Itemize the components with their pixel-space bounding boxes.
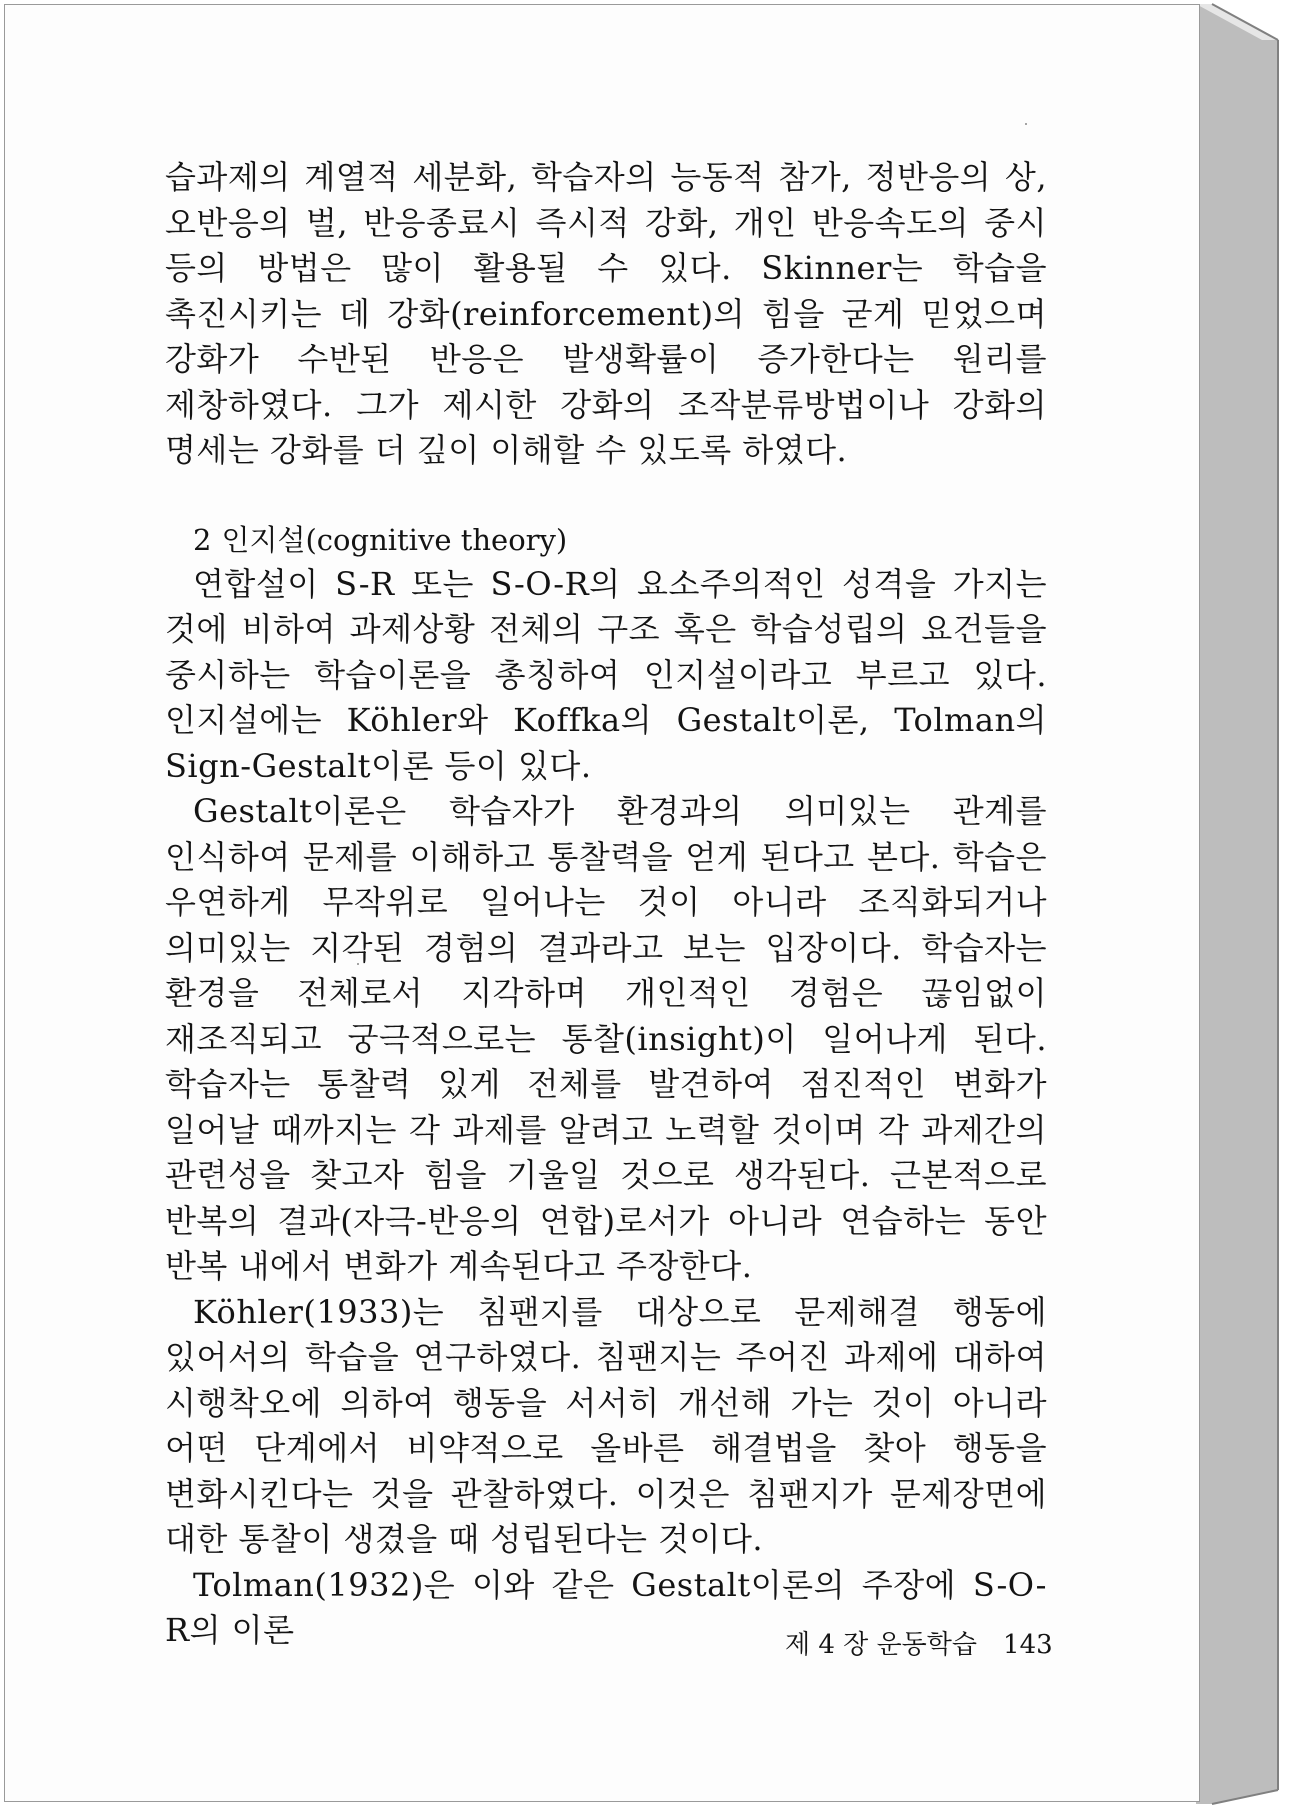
section-number: 2 [193, 522, 212, 557]
book-page [4, 4, 1200, 1802]
chapter-title: 제 4 장 운동학습 [785, 1630, 978, 1660]
book-spine-face [1196, 4, 1278, 1804]
section-title: 인지설(cognitive theory) [221, 522, 568, 557]
section-heading [193, 520, 1047, 560]
page-number: 143 [1003, 1630, 1053, 1660]
scan-speck [1025, 123, 1027, 125]
paragraph: Tolman(1932)은 이와 같은 Gestalt이론의 주장에 S-O-R의 이론 [165, 1565, 1047, 1649]
running-footer [785, 1629, 1053, 1661]
paragraph: Köhler(1933)는 침팬지를 대상으로 문제해결 행동에 있어서의 학습을 연구하였다. 침팬지는 주어진 과제에 대하여 시행착오에 의하여 행동을 서서히 개선해 가는 것이 아니라 어떤 단계에서 비약적으로 올바른 해결법을 찾아 행동을 변화시킨다는 것을 관찰하였다. 이것은 침팬지가 문제장면에 대한 통찰이 생겼을 때 성립된다는 것이다. [165, 1292, 1047, 1558]
paragraph: 연합설이 S-R 또는 S-O-R의 요소주의적인 성격을 가지는 것에 비하여 과제상황 전체의 구조 혹은 학습성립의 요건들을 중시하는 학습이론을 총칭하여 인지설이라고 부르고 있다. 인지설에는 Köhler와 Koffka의 Gestalt이론, Tolman의 Sign-Gestalt이론 등이 있다. [165, 564, 1047, 785]
paragraph-continuation: 습과제의 계열적 세분화, 학습자의 능동적 참가, 정반응의 상, 오반응의 벌, 반응종료시 즉시적 강화, 개인 반응속도의 중시 등의 방법은 많이 활용될 수 있다. Skinner는 학습을 촉진시키는 데 강화(reinforcement)의 힘을 굳게 믿었으며 강화가 수반된 반응은 발생확률이 증가한다는 원리를 제창하였다. 그가 제시한 강화의 조작분류방법이나 강화의 명세는 강화를 더 깊이 이해할 수 있도록 하였다. [165, 158, 1047, 469]
paragraph: Gestalt이론은 학습자가 환경과의 의미있는 관계를 인식하여 문제를 이해하고 통찰력을 얻게 된다고 본다. 학습은 우연하게 무작위로 일어나는 것이 아니라 조직화되거나 의미있는 지각된 경험의 결과라고 보는 입장이다. 학습자는 환경을 전체로서 지각하며 개인적인 경험은 끊임없이 재조직되고 궁극적으로는 통찰(insight)이 일어나게 된다. 학습자는 통찰력 있게 전체를 발견하여 점진적인 변화가 일어날 때까지는 각 과제를 알려고 노력할 것이며 각 과제간의 관련성을 찾고자 힘을 기울일 것으로 생각된다. 근본적으로 반복의 결과(자극-반응의 연합)로서가 아니라 연습하는 동안 반복 내에서 변화가 계속된다고 주장한다. [165, 792, 1047, 1285]
body-text [165, 155, 1047, 1654]
